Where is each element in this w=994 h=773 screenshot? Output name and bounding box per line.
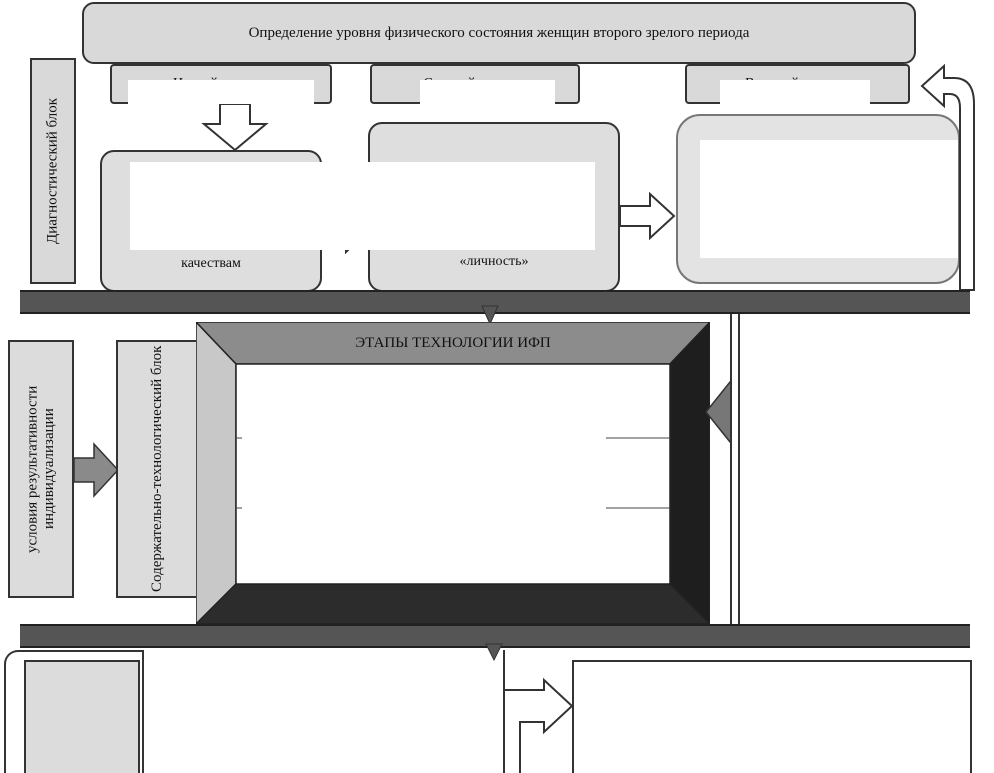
header-title-box bbox=[82, 2, 916, 64]
redaction-patch bbox=[700, 140, 958, 258]
redaction-patch bbox=[242, 390, 606, 580]
redaction-patch bbox=[130, 162, 595, 250]
stages-title: ЭТАПЫ ТЕХНОЛОГИИ ИФП bbox=[355, 334, 551, 351]
content-block-label: Содержательно-технологический блок bbox=[116, 340, 198, 598]
right-arrow-icon bbox=[74, 442, 120, 498]
bottom-left-inner-box bbox=[24, 660, 140, 773]
conditions-label: условия результативности индивидуализации bbox=[8, 340, 74, 598]
down-arrow-icon bbox=[200, 104, 270, 152]
rounded-box-1: качествам bbox=[100, 150, 322, 292]
rounded-box-2: «личность» bbox=[368, 122, 620, 292]
diagnostic-block-label: Диагностический блок bbox=[30, 58, 76, 284]
header-title: Определение уровня физического состояния женщин второго зрелого периода bbox=[248, 24, 750, 41]
right-arrow-icon bbox=[500, 650, 580, 773]
vertical-connector bbox=[730, 314, 740, 626]
bottom-right-box bbox=[572, 660, 972, 773]
right-arrow-icon bbox=[620, 192, 676, 240]
